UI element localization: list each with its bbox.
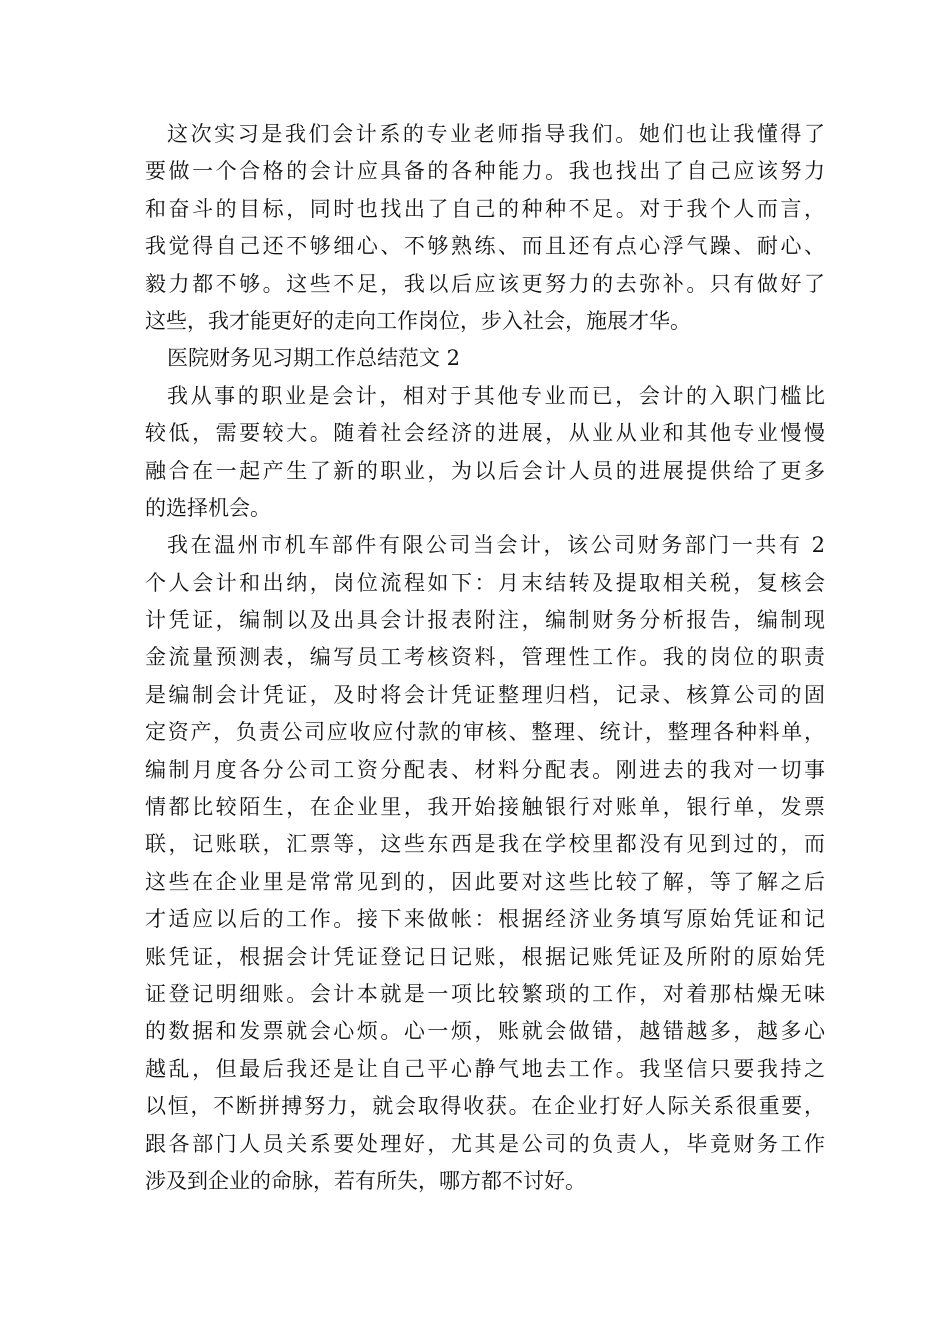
- paragraph-line: 较低，需要较大。随着社会经济的进展，从业从业和其他专业慢慢: [145, 421, 825, 446]
- paragraph-line: 以恒，不断拼搏努力，就会取得收获。在企业打好人际关系很重要，: [145, 1094, 825, 1119]
- paragraph-line: 是编制会计凭证，及时将会计凭证整理归档，记录、核算公司的固: [145, 682, 825, 707]
- paragraph-3: [145, 527, 825, 1200]
- paragraph-line: 的选择机会。: [145, 495, 271, 520]
- paragraph-line: 证登记明细账。会计本就是一项比较繁琐的工作，对着那枯燥无味: [145, 981, 825, 1006]
- paragraph-line: 我在温州市机车部件有限公司当会计，该公司财务部门一共有 2: [167, 533, 825, 558]
- paragraph-line: 个人会计和出纳，岗位流程如下：月末结转及提取相关税，复核会: [145, 570, 825, 595]
- paragraph-line: 联，记账联，汇票等，这些东西是我在学校里都没有见到过的，而: [145, 832, 825, 857]
- paragraph-line: 融合在一起产生了新的职业，为以后会计人员的进展提供给了更多: [145, 458, 825, 483]
- paragraph-2: [145, 378, 825, 528]
- paragraph-1: [145, 116, 825, 340]
- paragraph-line: 和奋斗的目标，同时也找出了自己的种种不足。对于我个人而言，: [145, 196, 825, 221]
- paragraph-line: 计凭证，编制以及出具会计报表附注，编制财务分析报告，编制现: [145, 608, 825, 633]
- paragraph-line: 才适应以后的工作。接下来做帐：根据经济业务填写原始凭证和记: [145, 907, 825, 932]
- paragraph-line: 这些，我才能更好的走向工作岗位，步入社会，施展才华。: [145, 308, 691, 333]
- paragraph-line: 毅力都不够。这些不足，我以后应该更努力的去弥补。只有做好了: [145, 271, 825, 296]
- paragraph-line: 金流量预测表，编写员工考核资料，管理性工作。我的岗位的职责: [145, 645, 825, 670]
- paragraph-line: 情都比较陌生，在企业里，我开始接触银行对账单，银行单，发票: [145, 795, 825, 820]
- paragraph-line: 跟各部门人员关系要处理好，尤其是公司的负责人，毕竟财务工作: [145, 1131, 825, 1156]
- paragraph-line: 我觉得自己还不够细心、不够熟练、而且还有点心浮气躁、耐心、: [145, 234, 825, 259]
- paragraph-line: 的数据和发票就会心烦。心一烦，账就会做错，越错越多，越多心: [145, 1019, 825, 1044]
- paragraph-line: 这次实习是我们会计系的专业老师指导我们。她们也让我懂得了: [167, 122, 825, 146]
- document-page: [145, 116, 825, 1200]
- paragraph-line: 要做一个合格的会计应具备的各种能力。我也找出了自己应该努力: [145, 159, 825, 184]
- section-heading: 医院财务见习期工作总结范文 2: [167, 346, 461, 371]
- paragraph-line: 越乱，但最后我还是让自己平心静气地去工作。我坚信只要我持之: [145, 1056, 825, 1081]
- paragraph-line: 编制月度各分公司工资分配表、材料分配表。刚进去的我对一切事: [145, 757, 825, 782]
- paragraph-line: 我从事的职业是会计，相对于其他专业而已，会计的入职门槛比: [167, 383, 825, 408]
- paragraph-line: 涉及到企业的命脉，若有所失，哪方都不讨好。: [145, 1168, 586, 1193]
- paragraph-line: 账凭证，根据会计凭证登记日记账，根据记账凭证及所附的原始凭: [145, 944, 825, 969]
- paragraph-line: 定资产，负责公司应收应付款的审核、整理、统计，整理各种料单，: [145, 720, 825, 745]
- paragraph-line: 这些在企业里是常常见到的，因此要对这些比较了解，等了解之后: [145, 869, 825, 894]
